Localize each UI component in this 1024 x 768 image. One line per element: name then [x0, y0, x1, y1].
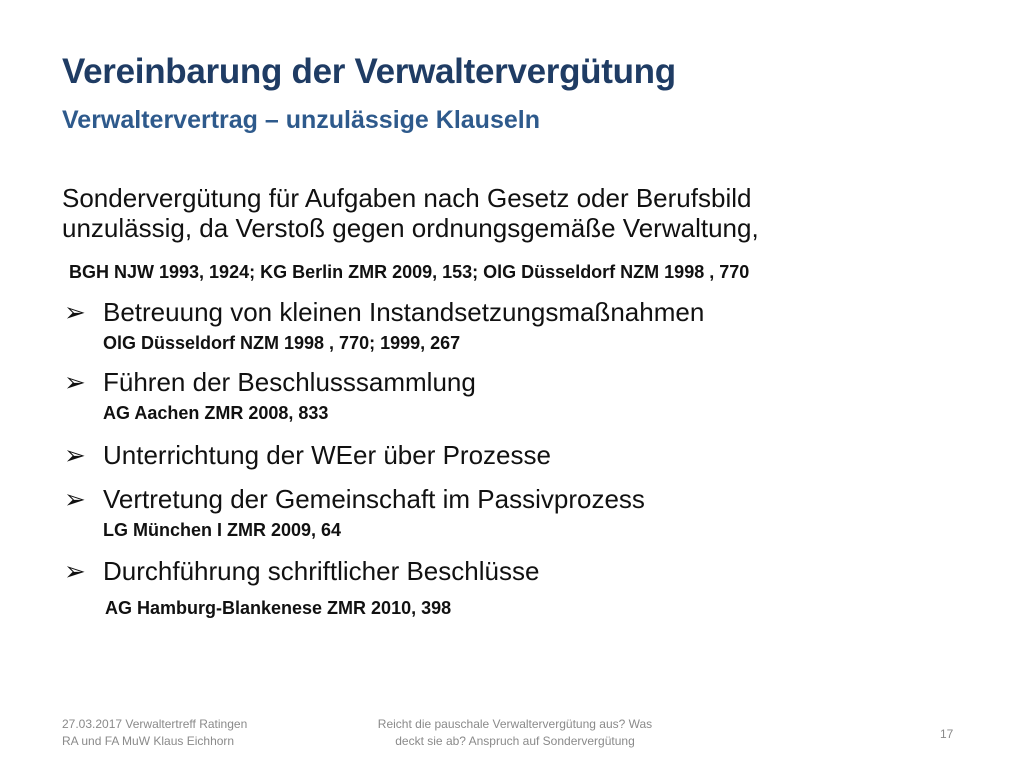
footer-left [62, 716, 247, 750]
intro-line-2: unzulässig, da Verstoß gegen ordnungsgemäße Verwaltung, [62, 213, 759, 243]
intro-line-1: Sondervergütung für Aufgaben nach Gesetz oder Berufsbild [62, 183, 752, 213]
bullet-text: Führen der Beschlusssammlung [103, 367, 476, 397]
arrow-bullet-icon: ➢ [64, 556, 86, 586]
intro-paragraph [62, 183, 962, 243]
footer-date-event: 27.03.2017 Verwaltertreff Ratingen [62, 717, 248, 731]
slide-subtitle: Verwaltervertrag – unzulässige Klauseln [62, 106, 540, 134]
footer-center [345, 716, 685, 750]
bullet-citation: OlG Düsseldorf NZM 1998 , 770; 1999, 267 [103, 333, 461, 353]
intro-citation: BGH NJW 1993, 1924; KG Berlin ZMR 2009, 153; OlG Düsseldorf NZM 1998 , 770 [69, 262, 750, 282]
arrow-bullet-icon: ➢ [64, 367, 86, 397]
footer-author: RA und FA MuW Klaus Eichhorn [62, 734, 235, 748]
arrow-bullet-icon: ➢ [64, 297, 86, 327]
bullet-text: Durchführung schriftlicher Beschlüsse [103, 556, 540, 586]
bullet-text: Unterrichtung der WEer über Prozesse [103, 440, 551, 470]
bullet-text: Vertretung der Gemeinschaft im Passivprozess [103, 484, 645, 514]
footer-topic-line-1: Reicht die pauschale Verwaltervergütung aus? Was [377, 717, 653, 731]
footer-topic-line-2: deckt sie ab? Anspruch auf Sondervergütung [395, 734, 635, 748]
arrow-bullet-icon: ➢ [64, 484, 86, 514]
bullet-citation-5: AG Hamburg-Blankenese ZMR 2010, 398 [105, 598, 452, 618]
slide-title: Vereinbarung der Verwaltervergütung [62, 52, 676, 91]
bullet-text: Betreuung von kleinen Instandsetzungsmaßnahmen [103, 297, 705, 327]
arrow-bullet-icon: ➢ [64, 440, 86, 470]
bullet-citation: AG Aachen ZMR 2008, 833 [103, 403, 329, 423]
page-number: 17 [940, 727, 954, 741]
bullet-citation: LG München I ZMR 2009, 64 [103, 520, 342, 540]
